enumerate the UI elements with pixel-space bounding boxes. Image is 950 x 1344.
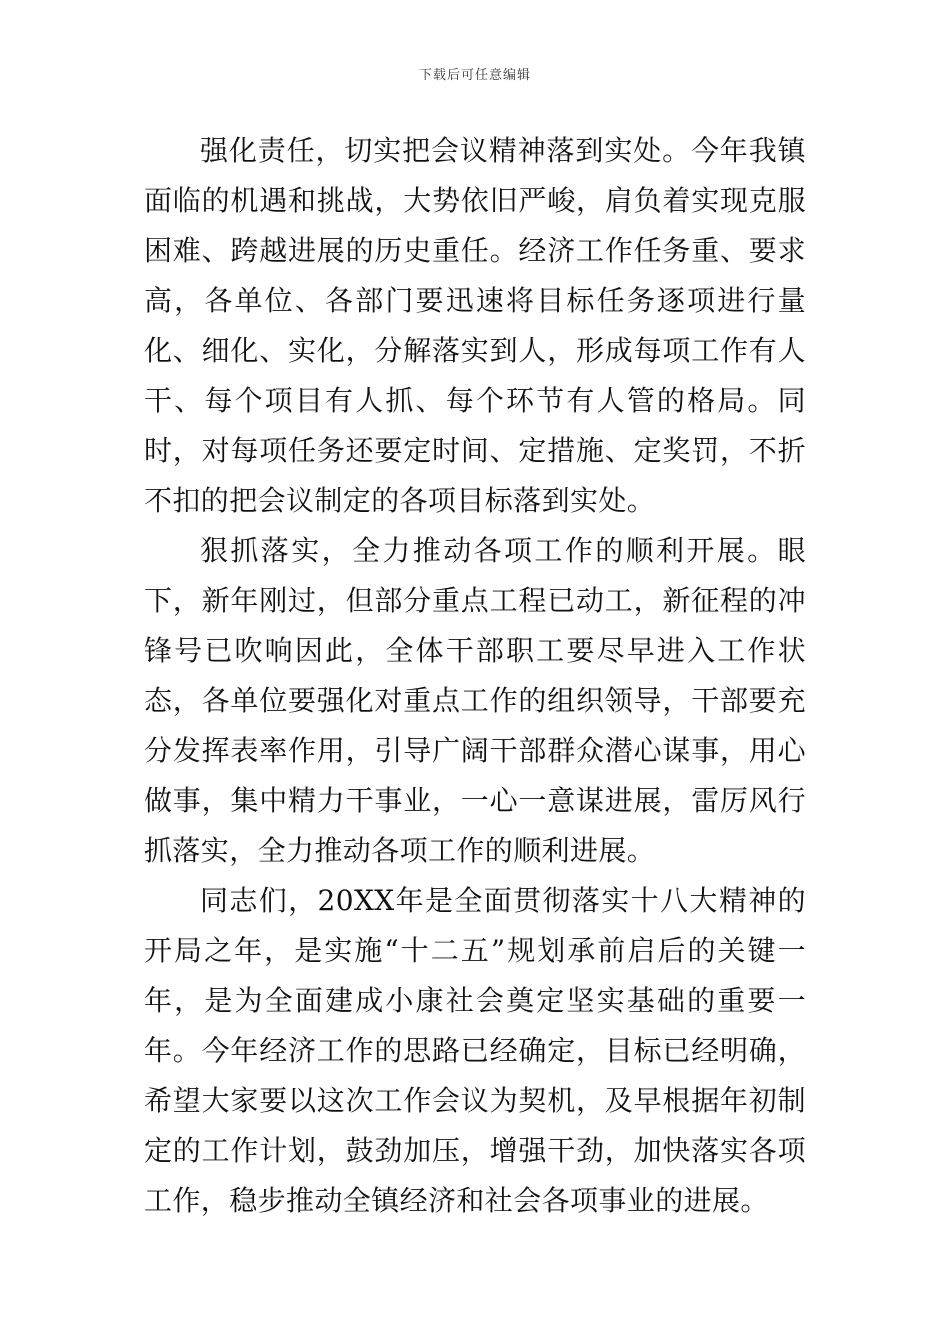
paragraph-implementation: 狠抓落实，全力推动各项工作的顺利开展。眼下，新年刚过，但部分重点工程已动工，新征程的冲锋号已吹响因此，全体干部职工要尽早进入工作状态，各单位要强化对重点工作的组织领导，干部要充分发挥表率作用，引导广阔干部群众潜心谋事，用心做事，集中精力干事业，一心一意谋进展，雷厉风行抓落实，全力推动各项工作的顺利进展。: [144, 534, 806, 867]
paragraph-responsibility: 强化责任，切实把会议精神落到实处。今年我镇面临的机遇和挑战，大势依旧严峻，肩负着实现克服困难、跨越进展的历史重任。经济工作任务重、要求高，各单位、各部门要迅速将目标任务逐项进行量化、细化、实化，分解落实到人，形成每项工作有人干、每个项目有人抓、每个环节有人管的格局。同时，对每项任务还要定时间、定措施、定奖罚，不折不扣的把会议制定的各项目标落到实处。: [144, 134, 806, 517]
paragraph-closing: 同志们，20XX年是全面贯彻落实十八大精神的开局之年，是实施“十二五”规划承前启后的关键一年，是为全面建成小康社会奠定坚实基础的重要一年。今年经济工作的思路已经确定，目标已经明确，希望大家要以这次工作会议为契机，及早根据年初制定的工作计划，鼓劲加压，增强干劲，加快落实各项工作，稳步推动全镇经济和社会各项事业的进展。: [144, 884, 806, 1217]
document-body: [144, 126, 806, 1226]
page-header-note: 下载后可任意编辑: [418, 68, 531, 83]
